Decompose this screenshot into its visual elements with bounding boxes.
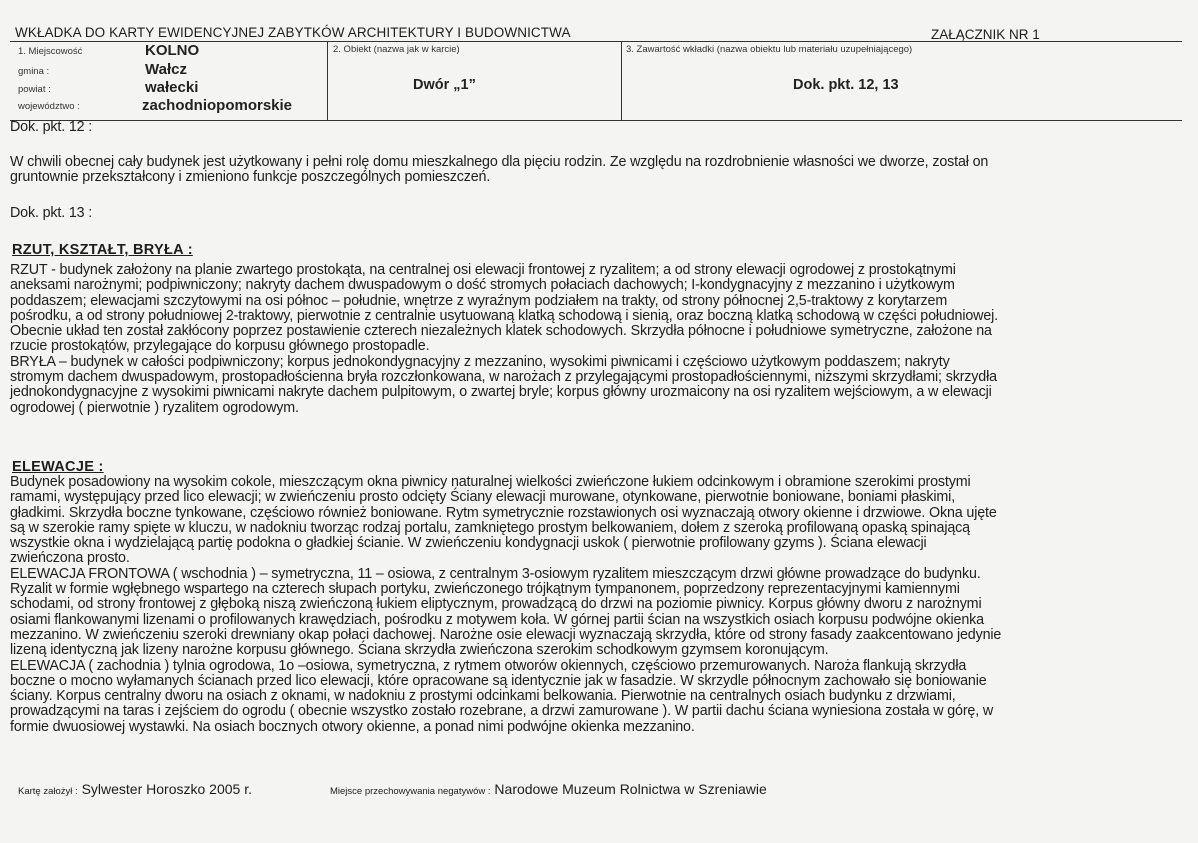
- text-line: ściany. Korpus centralny dworu na osiach z oknami, w nadokniu z prostymi odcinkami belkowania. Pierwotnie na centralnych osiach budynku z drzwiami,: [10, 688, 956, 705]
- voivodeship-label: województwo :: [18, 101, 80, 112]
- locality-value: KOLNO: [145, 42, 200, 59]
- author-value: Sylwester Horoszko 2005 r.: [81, 781, 252, 797]
- heading-rzut: RZUT, KSZTAŁT, BRYŁA :: [12, 242, 193, 258]
- text-line: rzucie prostokątów, przylegające do korpusu głównego prostopadle.: [10, 338, 430, 355]
- text-line: zwieńczona prosto.: [10, 550, 130, 567]
- text-line: RZUT - budynek założony na planie zwartego prostokąta, na centralnej osi elewacji frontowej z ryzalitem; a od strony elewacji ogrodowej z prostokątnymi: [10, 262, 956, 278]
- text-line: pośrodku, a od strony południowej 2-traktowy, pierwotnie z centralnie usytuowaną klatką schodową i sienią, oraz boczną klatką schodową w części południowej.: [10, 307, 998, 324]
- annex-label: ZAŁĄCZNIK NR 1: [931, 27, 1040, 42]
- ref-pkt-12: Dok. pkt. 12 :: [10, 119, 93, 135]
- storage-label: Miejsce przechowywania negatywów :: [330, 786, 491, 797]
- storage-value: Narodowe Muzeum Rolnictwa w Szreniawie: [494, 781, 767, 797]
- text-line: ELEWACJA ( zachodnia ) tylnia ogrodowa, 1o –osiowa, symetryczna, z rytmem otworów okiennych, częściowo przemurowanych. Naroża flankują skrzydła: [10, 657, 967, 674]
- heading-elewacje: ELEWACJE :: [12, 459, 104, 475]
- text-line: ogrodowej ( pierwotnie ) ryzalitem ogrodowym.: [10, 399, 299, 416]
- text-line: formie dwuosiowej wystawki. Na osiach bocznych otwory okienne, a ponad nimi podwójne okienka mezzanino.: [10, 718, 695, 735]
- footer-author: [18, 781, 252, 797]
- text-line: osiami flankowanymi lizenami o profilowanych krawędziach, pośrodku z motywem koła. W górnej partii ścian na wszystkich osiach korpusu podwójne okienka: [10, 611, 984, 628]
- text-line: gładkimi. Skrzydła boczne tynkowane, częściowo również boniowane. Rytm symetrycznie rozstawionych osi wyznaczają otwory okienne i drzwiowe. Okna ujęte: [10, 504, 997, 521]
- commune-label: gmina :: [18, 66, 50, 77]
- object-value: Dwór „1”: [413, 77, 476, 93]
- text-line: Ryzalit w formie wgłębnego wspartego na czterech słupach portyku, zwieńczonego trójkątnym tympanonem, poprzedzony reprezentacyjnymi kamiennymi: [10, 581, 960, 598]
- text-line: ELEWACJA FRONTOWA ( wschodnia ) – symetryczna, 11 – osiowa, z centralnym 3-osiowym ryzalitem mieszczącym drzwi główne prowadzące do budynku.: [10, 565, 981, 582]
- text-line: są w szerokie ramy spięte w kluczu, w nadokniu tworząc rodzaj portalu, zamkniętego prostym belkowaniem, dołem z szeroką profilowaną opaską spinającą: [10, 519, 970, 536]
- paragraph-pkt-12: [10, 155, 1180, 186]
- text-line: gruntownie przekształcony i zmieniono funkcje poszczególnych pomieszczeń.: [10, 169, 491, 186]
- commune-value: Wałcz: [145, 61, 187, 78]
- text-line: lizeną identyczną jak lizeny narożne korpusu głównego. Ściana skrzydła zwieńczona szerokim schodkowym gzymsem koronującym.: [10, 642, 829, 659]
- text-line: Obecnie układ ten został zakłócony poprzez postawienie czterech niezależnych klatek schodowych. Skrzydła północne i południowe symetryczne, założone na: [10, 323, 992, 340]
- header-divider-2: [621, 41, 622, 120]
- locality-label: 1. Miejscowość: [18, 46, 83, 57]
- author-label: Kartę założył :: [18, 786, 78, 797]
- document-title: WKŁADKA DO KARTY EWIDENCYJNEJ ZABYTKÓW ARCHITEKTURY I BUDOWNICTWA: [15, 25, 571, 40]
- text-line: W chwili obecnej cały budynek jest użytkowany i pełni rolę domu mieszkalnego dla pięciu rodzin. Ze względu na rozdrobnienie własności we dworze, został on: [10, 154, 989, 170]
- district-value: wałecki: [145, 79, 199, 96]
- text-line: schodami, od strony frontowej z głęboką niszą zwieńczoną łukiem eliptycznym, prowadzącą do drzwi na poziomie piwnicy. Korpus główny dworu z narożnymi: [10, 596, 982, 613]
- section-elewacje: [10, 475, 1180, 735]
- text-line: boczne o mocno wyłamanych ścianach przed lico elewacji, które opracowane są identycznie jak w fasadzie. W skrzydle północnym zachowało się boniowanie: [10, 672, 987, 689]
- text-line: ramami, występujący przed lico elewacji; w zwieńczeniu prosto odcięty Ściany elewacji murowane, otynkowane, pierwotnie boniowane, boniami płaskimi,: [10, 489, 956, 506]
- text-line: jednokondygnacyjne z wysokimi piwnicami nakryte dachem pulpitowym, o zwartej bryle; korpus główny urozmaicony na osi ryzalitem wejściowym, a w elewacji: [10, 384, 992, 401]
- text-line: wszystkie okna i wydzielającą partię podokna o gładkiej ścianie. W zwieńczeniu kondygnacji uskok ( pierwotnie profilowany gzyms ). Ściana elewacji: [10, 535, 927, 552]
- section-rzut: [10, 263, 1180, 416]
- text-line: BRYŁA – budynek w całości podpiwniczony; korpus jednokondygnacyjny z mezzanino, wysokimi piwnicami i częściowo użytkowym poddaszem; nakryty: [10, 353, 950, 370]
- content-value: Dok. pkt. 12, 13: [793, 77, 899, 93]
- text-line: mezzanino. W zwieńczeniu szeroki drewniany okap połaci dachowej. Narożne osie elewacji wyznaczają skrzydła, które od strony fasady zaakcentowano jedynie: [10, 626, 1002, 643]
- header-divider-1: [327, 41, 328, 120]
- content-caption: 3. Zawartość wkładki (nazwa obiektu lub materiału uzupełniającego): [626, 44, 913, 55]
- text-line: stromym dachem dwuspadowym, prostopadłościenna bryła rozczłonkowana, w narożach z przylegającymi prostopadłościennymi, niższymi skrzydłami; skrzydła: [10, 369, 997, 386]
- text-line: aneksami narożnymi; podpiwniczony; nakryty dachem dwuspadowym o dość stromych połaciach dachowych; I-kondygnacyjny z mezzanino i użytkowym: [10, 277, 955, 294]
- footer-storage: [330, 781, 767, 797]
- ref-pkt-13: Dok. pkt. 13 :: [10, 205, 93, 221]
- voivodeship-value: zachodniopomorskie: [142, 97, 293, 114]
- text-line: Budynek posadowiony na wysokim cokole, mieszczącym okna piwnicy naturalnej wielkości zwieńczone łukiem odcinkowym i obramione szerokimi prostymi: [10, 474, 971, 490]
- district-label: powiat :: [18, 84, 51, 95]
- text-line: prowadzącymi na taras i zejściem do ogrodu ( obecnie wszystko zostało rozebrane, a drzwi zamurowane ). W partii dachu ściana wyniesiona została w górę, w: [10, 703, 994, 720]
- text-line: poddaszem; elewacjami szczytowymi na osi północ – południe, wnętrze z wyraźnym podziałem na trakty, od strony północnej 2,5-traktowy z korytarzem: [10, 292, 948, 309]
- object-caption: 2. Obiekt (nazwa jak w karcie): [333, 44, 460, 55]
